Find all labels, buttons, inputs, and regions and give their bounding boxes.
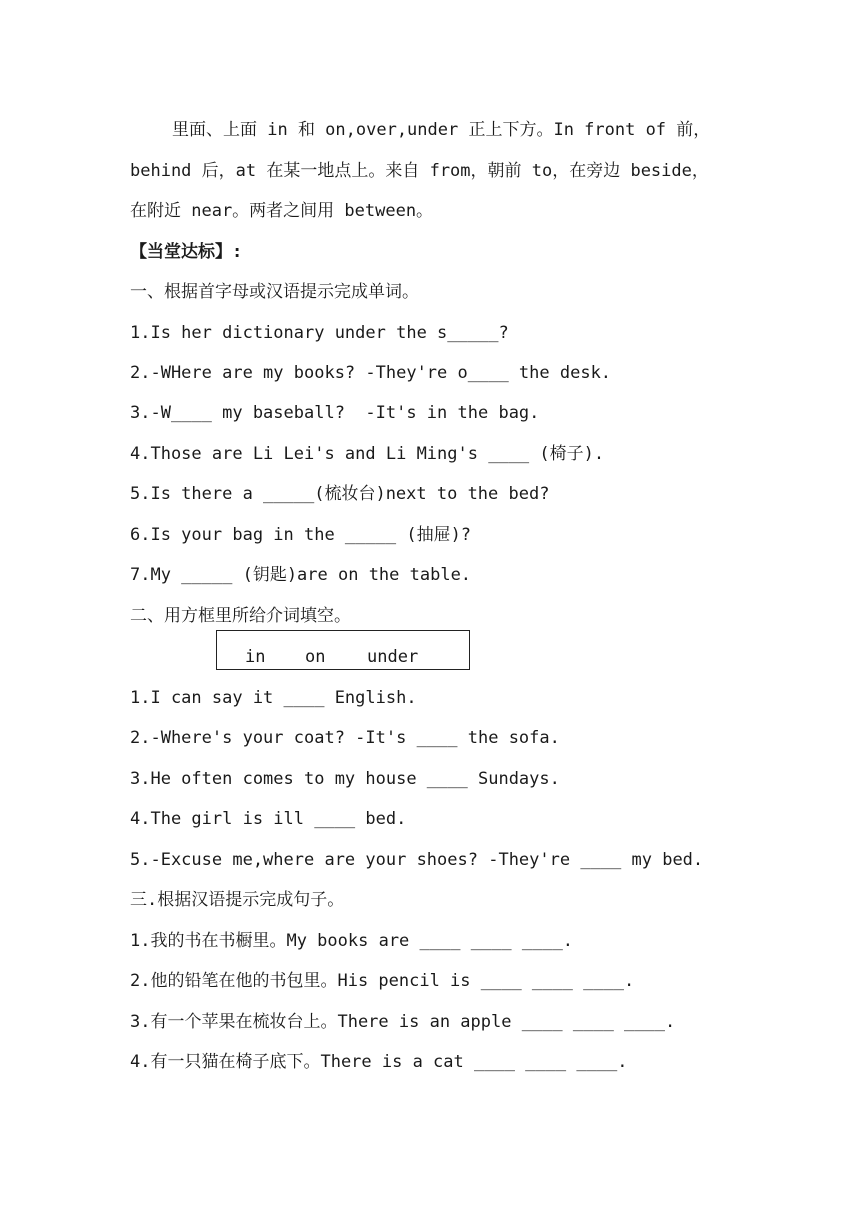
part3-item-1: 1.我的书在书橱里。My books are ____ ____ ____.: [130, 931, 574, 951]
part1-item-2: 2.-WHere are my books? -They're o____ the desk.: [130, 363, 612, 383]
word-box-on: on: [305, 647, 326, 667]
part3-heading: 三.根据汉语提示完成句子。: [130, 890, 345, 910]
part1-item-3: 3.-W____ my baseball? -It's in the bag.: [130, 403, 540, 423]
part1-item-7: 7.My _____ (钥匙)are on the table.: [130, 565, 472, 585]
intro-line-1: 里面、上面 in 和 on,over,under 正上下方。In front of 前，: [172, 120, 711, 140]
part1-item-5: 5.Is there a _____(梳妆台)next to the bed?: [130, 484, 550, 504]
part2-item-2: 2.-Where's your coat? -It's ____ the sofa.: [130, 728, 560, 748]
word-box-in: in: [245, 647, 266, 667]
word-box: [216, 630, 470, 670]
part1-item-6: 6.Is your bag in the _____ (抽屉)?: [130, 525, 472, 545]
part1-item-4: 4.Those are Li Lei's and Li Ming's ____ (椅子).: [130, 444, 605, 464]
part1-heading: 一、根据首字母或汉语提示完成单词。: [130, 282, 419, 302]
part2-item-4: 4.The girl is ill ____ bed.: [130, 809, 407, 829]
section-title: 【当堂达标】:: [130, 242, 243, 262]
part2-heading: 二、用方框里所给介词填空。: [130, 606, 351, 626]
part2-item-3: 3.He often comes to my house ____ Sundays.: [130, 769, 560, 789]
part2-item-5: 5.-Excuse me,where are your shoes? -They're ____ my bed.: [130, 850, 704, 870]
intro-line-3: 在附近 near。两者之间用 between。: [130, 201, 434, 221]
part1-item-1: 1.Is her dictionary under the s_____?: [130, 323, 509, 343]
part3-item-3: 3.有一个苹果在梳妆台上。There is an apple ____ ____ ____.: [130, 1012, 676, 1032]
part3-item-2: 2.他的铅笔在他的书包里。His pencil is ____ ____ ____.: [130, 971, 635, 991]
word-box-under: under: [367, 647, 419, 667]
part3-item-4: 4.有一只猫在椅子底下。There is a cat ____ ____ ____.: [130, 1052, 628, 1072]
intro-line-2: behind 后，at 在某一地点上。来自 from，朝前 to，在旁边 beside，: [130, 161, 709, 181]
part2-item-1: 1.I can say it ____ English.: [130, 688, 417, 708]
